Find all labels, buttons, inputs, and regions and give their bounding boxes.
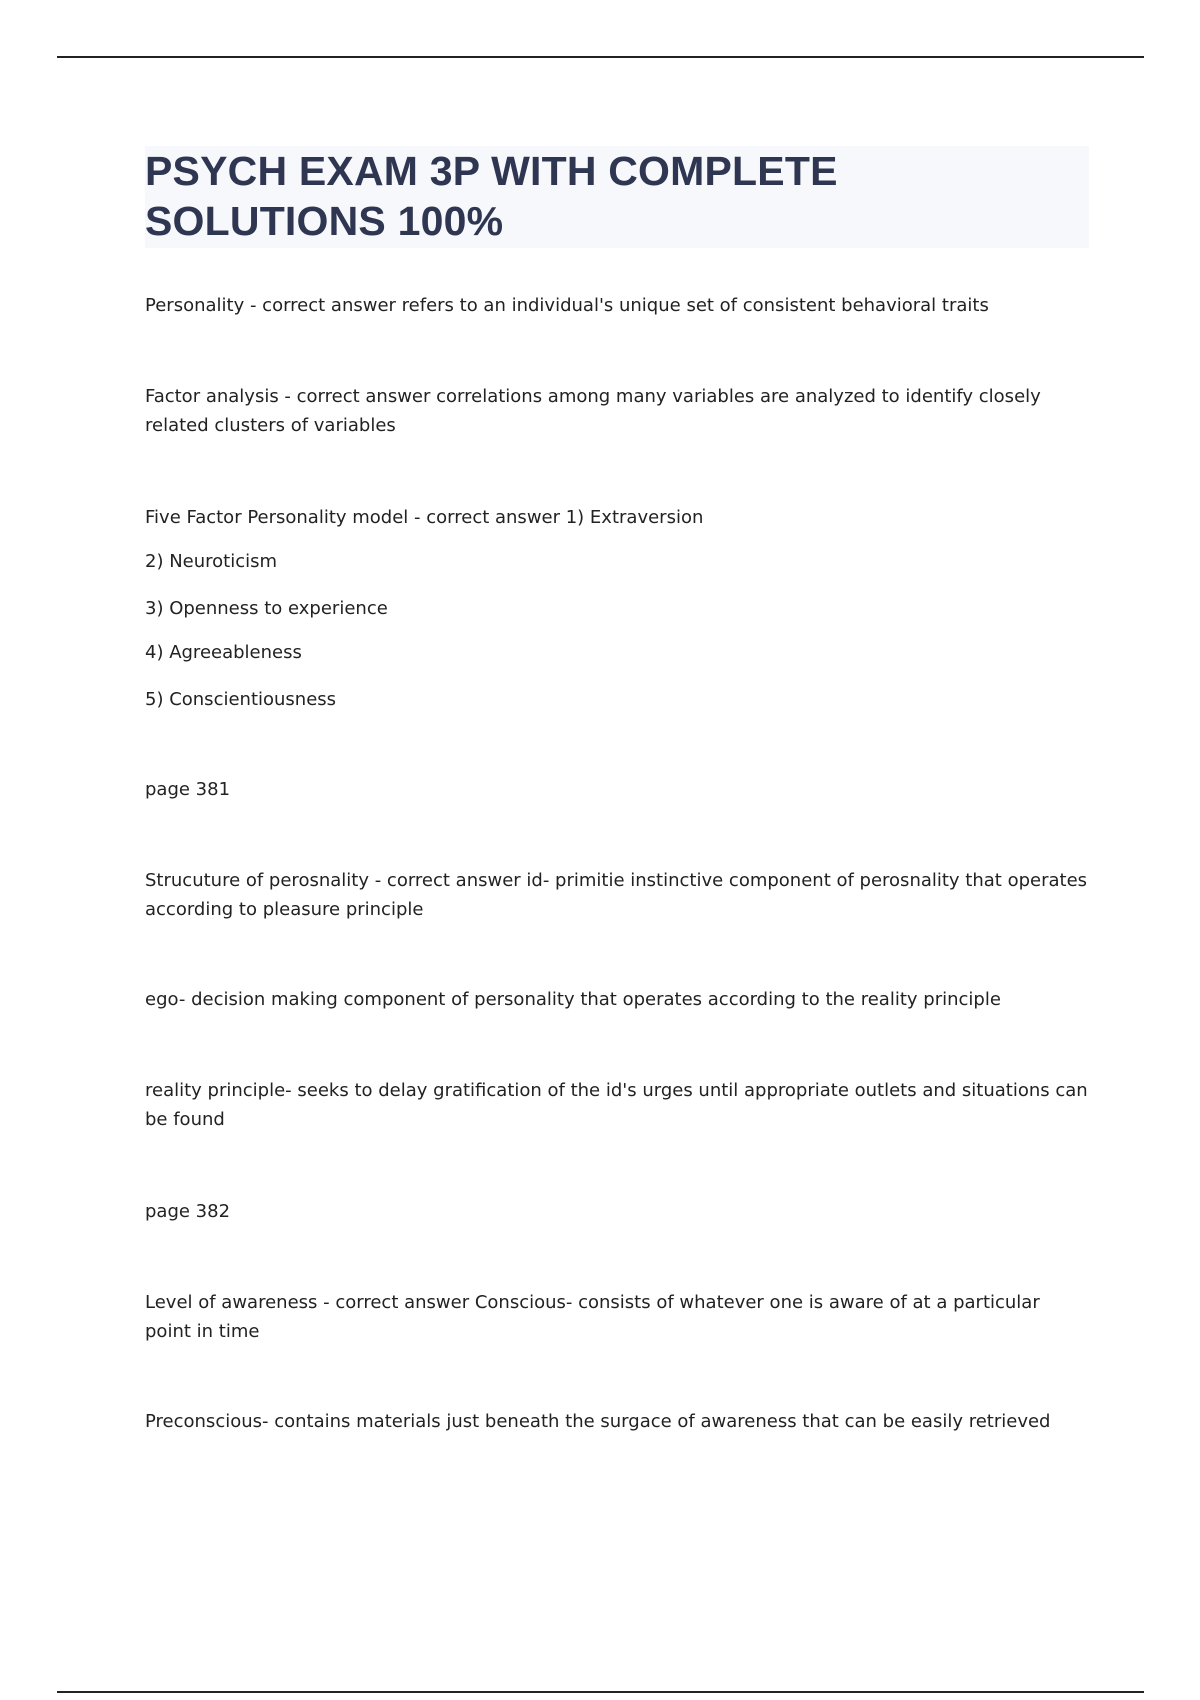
list-item-agreeableness: 4) Agreeableness [145,642,302,663]
list-item-openness: 3) Openness to experience [145,598,388,619]
paragraph-preconscious: Preconscious- contains materials just beneath the surgace of awareness that can be easily retrieved [145,1411,1051,1432]
paragraph-ego: ego- decision making component of personality that operates according to the reality principle [145,989,1001,1010]
paragraph-level-of-awareness: Level of awareness - correct answer Conscious- consists of whatever one is aware of at a particular point in time [145,1292,1040,1342]
page-reference-381: page 381 [145,779,231,800]
list-item-neuroticism: 2) Neuroticism [145,551,278,572]
bottom-rule [57,1691,1144,1693]
paragraph-structure-of-personality: Strucuture of perosnality - correct answer id- primitie instinctive component of perosnality that operates according to pleasure principle [145,870,1088,920]
top-rule [57,56,1144,58]
page-reference-382: page 382 [145,1201,231,1222]
paragraph-five-factor-model: Five Factor Personality model - correct answer 1) Extraversion [145,507,704,528]
title-block [145,146,1089,248]
list-item-conscientiousness: 5) Conscientiousness [145,689,337,710]
paragraph-reality-principle: reality principle- seeks to delay gratification of the id's urges until appropriate outlets and situations can be found [145,1080,1088,1130]
paragraph-factor-analysis: Factor analysis - correct answer correlations among many variables are analyzed to identify closely related clusters of variables [145,386,1041,436]
paragraph-personality: Personality - correct answer refers to an individual's unique set of consistent behavioral traits [145,295,989,316]
document-title: PSYCH EXAM 3P WITH COMPLETE SOLUTIONS 100% [145,148,838,244]
